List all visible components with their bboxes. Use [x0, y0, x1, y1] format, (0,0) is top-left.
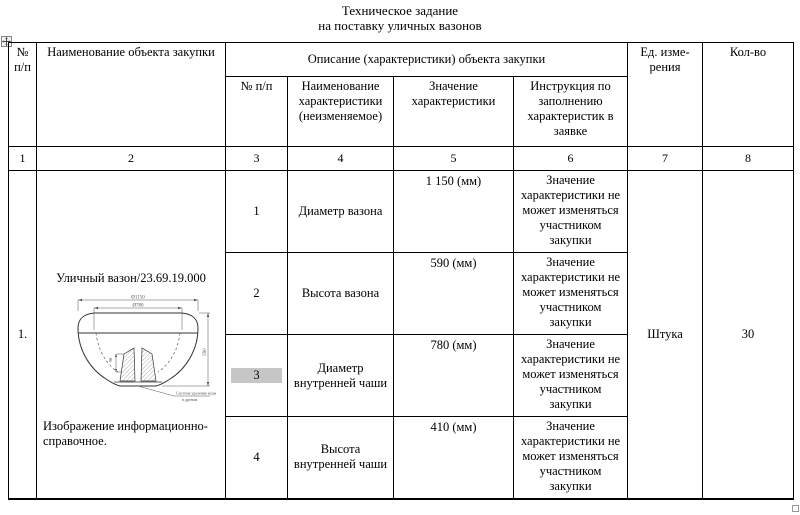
char-name-cell[interactable]: [288, 417, 394, 499]
title-line-2: на поставку уличных вазонов: [318, 18, 482, 34]
char-instruction: Значение характеристики не может изменяться участником закупки: [520, 255, 621, 329]
char-num-cell[interactable]: [226, 171, 288, 253]
column-number-cell[interactable]: [226, 147, 288, 171]
char-row: [9, 171, 794, 253]
char-name: Высота вазона: [301, 286, 380, 300]
char-value: 1 150 (мм): [425, 174, 482, 188]
column-number-cell[interactable]: [628, 147, 703, 171]
unit-value: Штука: [647, 326, 683, 341]
char-instruction-cell[interactable]: [514, 171, 628, 253]
header-instruction-cell[interactable]: [514, 77, 628, 147]
char-name-cell[interactable]: [288, 253, 394, 335]
column-number: 6: [567, 151, 574, 166]
column-number: 2: [128, 151, 134, 166]
table-resize-handle-icon[interactable]: [792, 505, 799, 512]
column-number-cell[interactable]: [288, 147, 394, 171]
header-unit-label-line2: рения: [649, 60, 681, 74]
pot-outline: [78, 313, 198, 386]
header-object-name-label: Наименование объекта закупки: [47, 45, 215, 59]
column-number: 3: [253, 151, 260, 166]
column-number-cell[interactable]: [9, 147, 37, 171]
header-num-cell[interactable]: [9, 43, 37, 147]
header-sub-num-label: № п/п: [240, 79, 273, 93]
dimension-label-inner: Ø780: [132, 303, 144, 309]
char-name: Диаметр внутренней чаши: [293, 360, 388, 390]
char-name-cell[interactable]: [288, 171, 394, 253]
row-number: 1.: [17, 326, 28, 341]
dimension-label-depth: 90: [108, 357, 113, 363]
qty-value: 30: [741, 326, 755, 341]
drawing-note-line2: в дренаж: [182, 397, 198, 402]
char-num-cell[interactable]: [226, 253, 288, 335]
char-instruction-cell[interactable]: [514, 253, 628, 335]
header-char-value-cell[interactable]: [394, 77, 514, 147]
unit-cell[interactable]: [628, 171, 703, 499]
header-unit-label-line1: Ед. изме-: [640, 45, 690, 59]
column-number: 8: [745, 151, 751, 166]
column-number-cell[interactable]: [37, 147, 226, 171]
dimension-label-outer: Ø1150: [131, 295, 145, 301]
header-qty-label: Кол-во: [729, 45, 767, 59]
char-num-highlighted: 3: [231, 368, 282, 383]
char-name: Диаметр вазона: [298, 204, 383, 218]
char-num-cell[interactable]: [226, 417, 288, 499]
row-number-cell[interactable]: [9, 171, 37, 499]
object-note-text: Изображение информационно-справочное.: [43, 419, 208, 448]
char-value: 590 (мм): [430, 256, 477, 270]
column-number-cell[interactable]: [394, 147, 514, 171]
column-number-cell[interactable]: [514, 147, 628, 171]
char-num: 2: [253, 286, 260, 300]
char-value: 780 (мм): [430, 338, 477, 352]
char-value-cell[interactable]: [394, 417, 514, 499]
char-instruction: Значение характеристики не может изменяться участником закупки: [520, 337, 621, 411]
header-char-name-cell[interactable]: [288, 77, 394, 147]
object-cell[interactable]: [37, 171, 226, 499]
title-line-1: Техническое задание: [341, 3, 459, 18]
char-instruction-cell[interactable]: [514, 417, 628, 499]
column-number: 5: [450, 151, 457, 166]
char-name: Высота внутренней чаши: [293, 442, 388, 472]
vase-drawing: [58, 292, 218, 410]
char-num-cell[interactable]: [226, 335, 288, 417]
header-num-label: № п/п: [14, 45, 31, 74]
char-value-cell[interactable]: [394, 335, 514, 417]
header-unit-cell[interactable]: [628, 43, 703, 147]
char-instruction: Значение характеристики не может изменяться участником закупки: [520, 173, 621, 247]
column-number-cell[interactable]: [703, 147, 794, 171]
document-title: [0, 3, 800, 34]
header-char-name-label: Наименование характеристики (неизменяемое): [298, 79, 383, 123]
column-number: 7: [662, 151, 668, 166]
char-value-cell[interactable]: [394, 253, 514, 335]
header-description-cell[interactable]: [226, 43, 628, 77]
column-number: 4: [337, 151, 344, 166]
drawing-note-line1: Система удаления воды: [176, 390, 217, 396]
column-number: 1: [19, 151, 26, 166]
header-char-value-label: Значение характеристики: [411, 79, 496, 108]
char-num: 1: [253, 204, 260, 218]
dimension-label-height: 590: [203, 348, 208, 356]
char-num: 4: [253, 449, 260, 464]
header-qty-cell[interactable]: [703, 43, 794, 147]
object-name-text: Уличный вазон/23.69.19.000: [56, 271, 206, 285]
header-description-label: Описание (характеристики) объекта закупки: [307, 52, 546, 66]
char-name-cell[interactable]: [288, 335, 394, 417]
header-instruction-label: Инструкция по заполнению характеристик в заявке: [527, 79, 614, 138]
char-instruction-cell[interactable]: [514, 335, 628, 417]
char-value-cell[interactable]: [394, 171, 514, 253]
char-instruction: Значение характеристики не может изменяться участником закупки: [520, 419, 621, 493]
char-value: 410 (мм): [430, 420, 477, 434]
header-sub-num-cell[interactable]: [226, 77, 288, 147]
spec-table: [8, 42, 794, 500]
header-object-name-cell[interactable]: [37, 43, 226, 147]
qty-cell[interactable]: [703, 171, 794, 499]
